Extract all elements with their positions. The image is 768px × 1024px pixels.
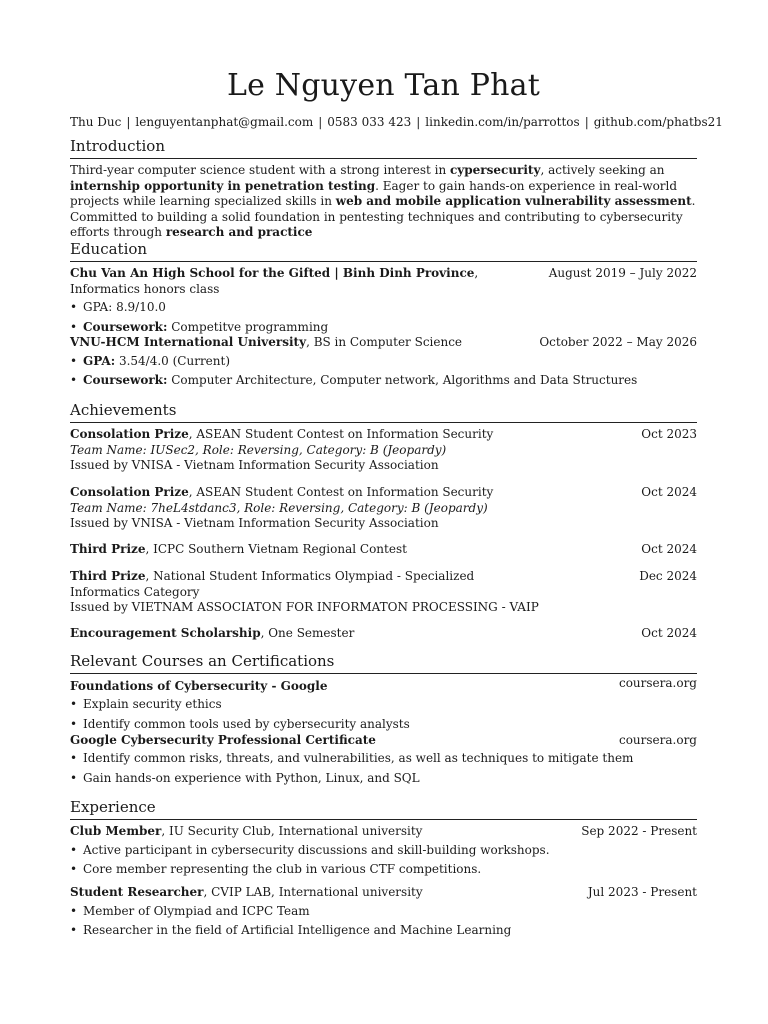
contact-separator: | xyxy=(416,115,421,129)
achievement-entry xyxy=(70,427,697,474)
intro-text: . Committed to building a solid foundation in pentesting techniques and contributing to cybersecurity efforts through xyxy=(70,194,696,239)
experience-bullet xyxy=(70,904,697,920)
achievement-heading xyxy=(70,427,540,443)
course-title: Foundations of Cybersecurity - Google xyxy=(70,679,328,693)
bullet-dot: • xyxy=(70,717,78,731)
bullet-dot: • xyxy=(70,373,78,387)
bullet-text: Explain security ethics xyxy=(83,697,222,711)
contact-location: Thu Duc xyxy=(70,115,122,129)
achievement-date: Oct 2024 xyxy=(641,485,697,499)
achievement-detail: , ASEAN Student Contest on Information Security xyxy=(188,427,494,441)
intro-emphasis: cypersecurity xyxy=(450,163,541,177)
contact-separator: | xyxy=(126,115,131,129)
section-title-achievements: Achievements xyxy=(70,400,697,423)
bullet-dot: • xyxy=(70,697,78,711)
section-title-experience: Experience xyxy=(70,797,697,820)
achievement-detail: , One Semester xyxy=(260,626,355,640)
experience-entry xyxy=(70,885,697,901)
introduction-paragraph xyxy=(70,163,697,241)
achievement-heading xyxy=(70,485,540,501)
education-date: August 2019 – July 2022 xyxy=(548,266,697,280)
bullet-text: Identify common risks, threats, and vulnerabilities, as well as techniques to mitigate them xyxy=(83,751,634,765)
achievement-entry xyxy=(70,542,697,558)
education-bullet xyxy=(70,373,697,389)
achievement-heading xyxy=(70,626,540,642)
achievement-detail: , National Student Informatics Olympiad - Specialized Informatics Category xyxy=(70,569,475,599)
course-entry xyxy=(70,676,697,695)
bullet-label: Coursework: xyxy=(83,320,168,334)
intro-text: Third-year computer science student with a strong interest in xyxy=(70,163,450,177)
section-title-introduction: Introduction xyxy=(70,136,697,159)
experience-heading xyxy=(70,824,540,840)
achievement-team: Team Name: 7heL4stdanc3, Role: Reversing, Category: B (Jeopardy) xyxy=(70,500,488,515)
course-bullet xyxy=(70,751,697,767)
education-heading xyxy=(70,335,540,351)
education-bullet xyxy=(70,320,697,336)
achievement-entry xyxy=(70,569,697,616)
intro-text: . Eager to gain hands-on experience in real-world projects while learning specialized skills in xyxy=(70,178,678,208)
bullet-dot: • xyxy=(70,862,78,876)
bullet-text: GPA: 8.9/10.0 xyxy=(83,300,166,314)
bullet-label: Coursework: xyxy=(83,373,168,387)
experience-bullet xyxy=(70,923,697,939)
experience-detail: , CVIP LAB, International university xyxy=(203,885,423,899)
bullet-dot: • xyxy=(70,320,78,334)
bullet-text: Computer Architecture, Computer network, Algorithms and Data Structures xyxy=(167,373,638,387)
bullet-dot: • xyxy=(70,300,78,314)
achievement-issuer: Issued by VNISA - Vietnam Information Security Association xyxy=(70,516,439,530)
bullet-text: Core member representing the club in various CTF competitions. xyxy=(83,862,482,876)
intro-emphasis: internship opportunity in penetration testing xyxy=(70,178,376,193)
bullet-text: Competitve programming xyxy=(167,320,329,334)
bullet-text: 3.54/4.0 (Current) xyxy=(115,354,231,368)
contact-email[interactable]: lenguyentanphat@gmail.com xyxy=(135,115,314,129)
intro-emphasis: research and practice xyxy=(165,225,313,239)
education-date: October 2022 – May 2026 xyxy=(539,335,697,349)
education-entry xyxy=(70,335,697,351)
achievement-issuer: Issued by VIETNAM ASSOCIATON FOR INFORMATON PROCESSING - VAIP xyxy=(70,600,539,614)
achievement-entry xyxy=(70,626,697,642)
bullet-dot: • xyxy=(70,904,78,918)
education-bullet xyxy=(70,354,697,370)
bullet-dot: • xyxy=(70,771,78,785)
school-detail: , BS in Computer Science xyxy=(306,335,463,349)
bullet-text: Member of Olympiad and ICPC Team xyxy=(83,904,310,918)
achievement-detail: , ICPC Southern Vietnam Regional Contest xyxy=(145,542,407,556)
bullet-text: Gain hands-on experience with Python, Linux, and SQL xyxy=(83,771,420,785)
experience-role: Student Researcher xyxy=(70,885,204,899)
achievement-title: Consolation Prize xyxy=(70,485,189,499)
education-bullet xyxy=(70,300,697,316)
experience-entry xyxy=(70,824,697,840)
contact-github[interactable]: github.com/phatbs21 xyxy=(593,115,723,129)
achievement-title: Consolation Prize xyxy=(70,427,189,441)
bullet-text: Active participant in cybersecurity discussions and skill-building workshops. xyxy=(83,843,550,857)
experience-date: Sep 2022 - Present xyxy=(581,824,697,838)
bullet-dot: • xyxy=(70,923,78,937)
experience-heading xyxy=(70,885,540,901)
bullet-dot: • xyxy=(70,354,78,368)
achievement-date: Oct 2024 xyxy=(641,542,697,556)
education-heading xyxy=(70,266,540,297)
bullet-dot: • xyxy=(70,751,78,765)
bullet-dot: • xyxy=(70,843,78,857)
achievement-entry xyxy=(70,485,697,532)
achievement-heading xyxy=(70,569,540,600)
education-entry xyxy=(70,266,697,297)
achievement-date: Dec 2024 xyxy=(639,569,697,583)
course-source: coursera.org xyxy=(618,676,697,690)
achievement-heading xyxy=(70,542,540,558)
candidate-name: Le Nguyen Tan Phat xyxy=(226,68,541,103)
contact-phone: 0583 033 423 xyxy=(327,115,412,129)
achievement-title: Encouragement Scholarship xyxy=(70,626,261,640)
intro-emphasis: web and mobile application vulnerability assessment xyxy=(335,194,692,208)
contact-separator: | xyxy=(318,115,323,129)
section-title-education: Education xyxy=(70,239,697,262)
school-name: VNU-HCM International University xyxy=(70,335,307,349)
bullet-text: Identify common tools used by cybersecurity analysts xyxy=(83,717,410,731)
contact-line xyxy=(70,114,723,130)
experience-bullet xyxy=(70,862,697,878)
experience-date: Jul 2023 - Present xyxy=(587,885,697,899)
course-bullet xyxy=(70,697,697,713)
intro-text: , actively seeking an xyxy=(540,163,665,177)
course-title: Google Cybersecurity Professional Certificate xyxy=(70,733,376,747)
experience-role: Club Member xyxy=(70,824,162,838)
achievement-issuer: Issued by VNISA - Vietnam Information Security Association xyxy=(70,458,439,472)
school-name: Chu Van An High School for the Gifted | Binh Dinh Province xyxy=(70,266,475,280)
achievement-detail: , ASEAN Student Contest on Information Security xyxy=(188,485,494,499)
experience-bullet xyxy=(70,843,697,859)
contact-separator: | xyxy=(584,115,589,129)
school-detail: , Informatics honors class xyxy=(70,266,479,296)
contact-linkedin[interactable]: linkedin.com/in/parrottos xyxy=(425,115,580,129)
achievement-date: Oct 2024 xyxy=(641,626,697,640)
achievement-team: Team Name: IUSec2, Role: Reversing, Category: B (Jeopardy) xyxy=(70,442,447,457)
bullet-text: Researcher in the field of Artificial Intelligence and Machine Learning xyxy=(83,923,512,937)
achievement-title: Third Prize xyxy=(70,542,146,556)
course-bullet xyxy=(70,717,697,733)
course-entry xyxy=(70,733,697,749)
section-title-courses: Relevant Courses an Certifications xyxy=(70,651,697,674)
course-source: coursera.org xyxy=(618,733,697,747)
achievement-title: Third Prize xyxy=(70,569,146,583)
experience-detail: , IU Security Club, International university xyxy=(161,824,423,838)
course-bullet xyxy=(70,771,697,787)
bullet-label: GPA: xyxy=(83,354,116,368)
achievement-date: Oct 2023 xyxy=(641,427,697,441)
